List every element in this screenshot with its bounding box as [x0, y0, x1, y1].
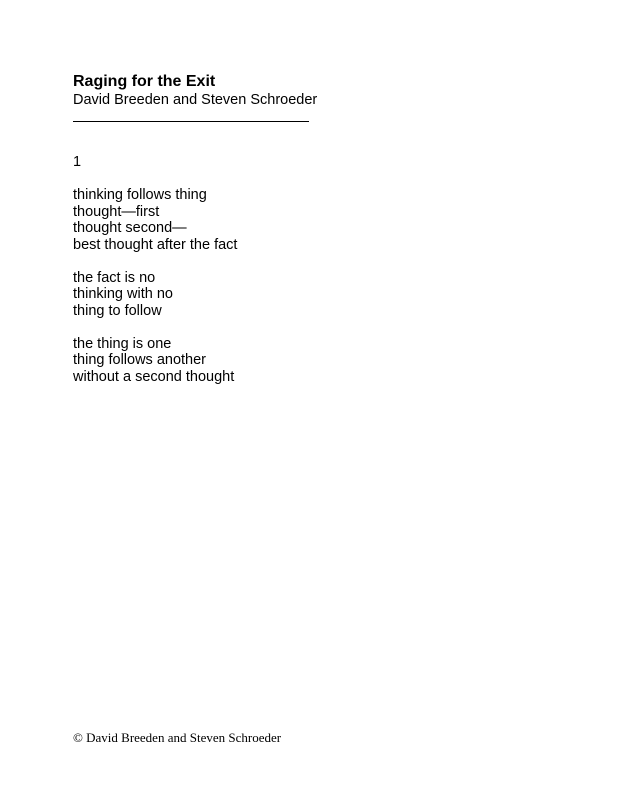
poem-line: best thought after the fact: [73, 236, 238, 253]
poem-body: [73, 187, 237, 402]
poem-line: the thing is one: [73, 335, 172, 352]
poem-line: thing follows another: [73, 352, 206, 368]
poem-line: without a second thought: [73, 368, 235, 385]
poem-line: thought second—: [73, 220, 187, 236]
poem-authors: David Breeden and Steven Schroeder: [73, 92, 318, 108]
copyright-notice: © David Breeden and Steven Schroeder: [73, 730, 282, 745]
poem-line: thing to follow: [73, 302, 162, 319]
poem-line: the fact is no: [73, 269, 156, 286]
section-number: 1: [73, 154, 82, 170]
stanza-1: [73, 187, 237, 253]
title-divider: [73, 121, 309, 122]
poem-title: Raging for the Exit: [73, 73, 216, 90]
stanza-2: [73, 270, 237, 320]
poem-line: thought—first: [73, 203, 160, 220]
stanza-3: [73, 336, 237, 386]
poem-line: thinking follows thing: [73, 187, 207, 203]
poem-line: thinking with no: [73, 286, 173, 302]
